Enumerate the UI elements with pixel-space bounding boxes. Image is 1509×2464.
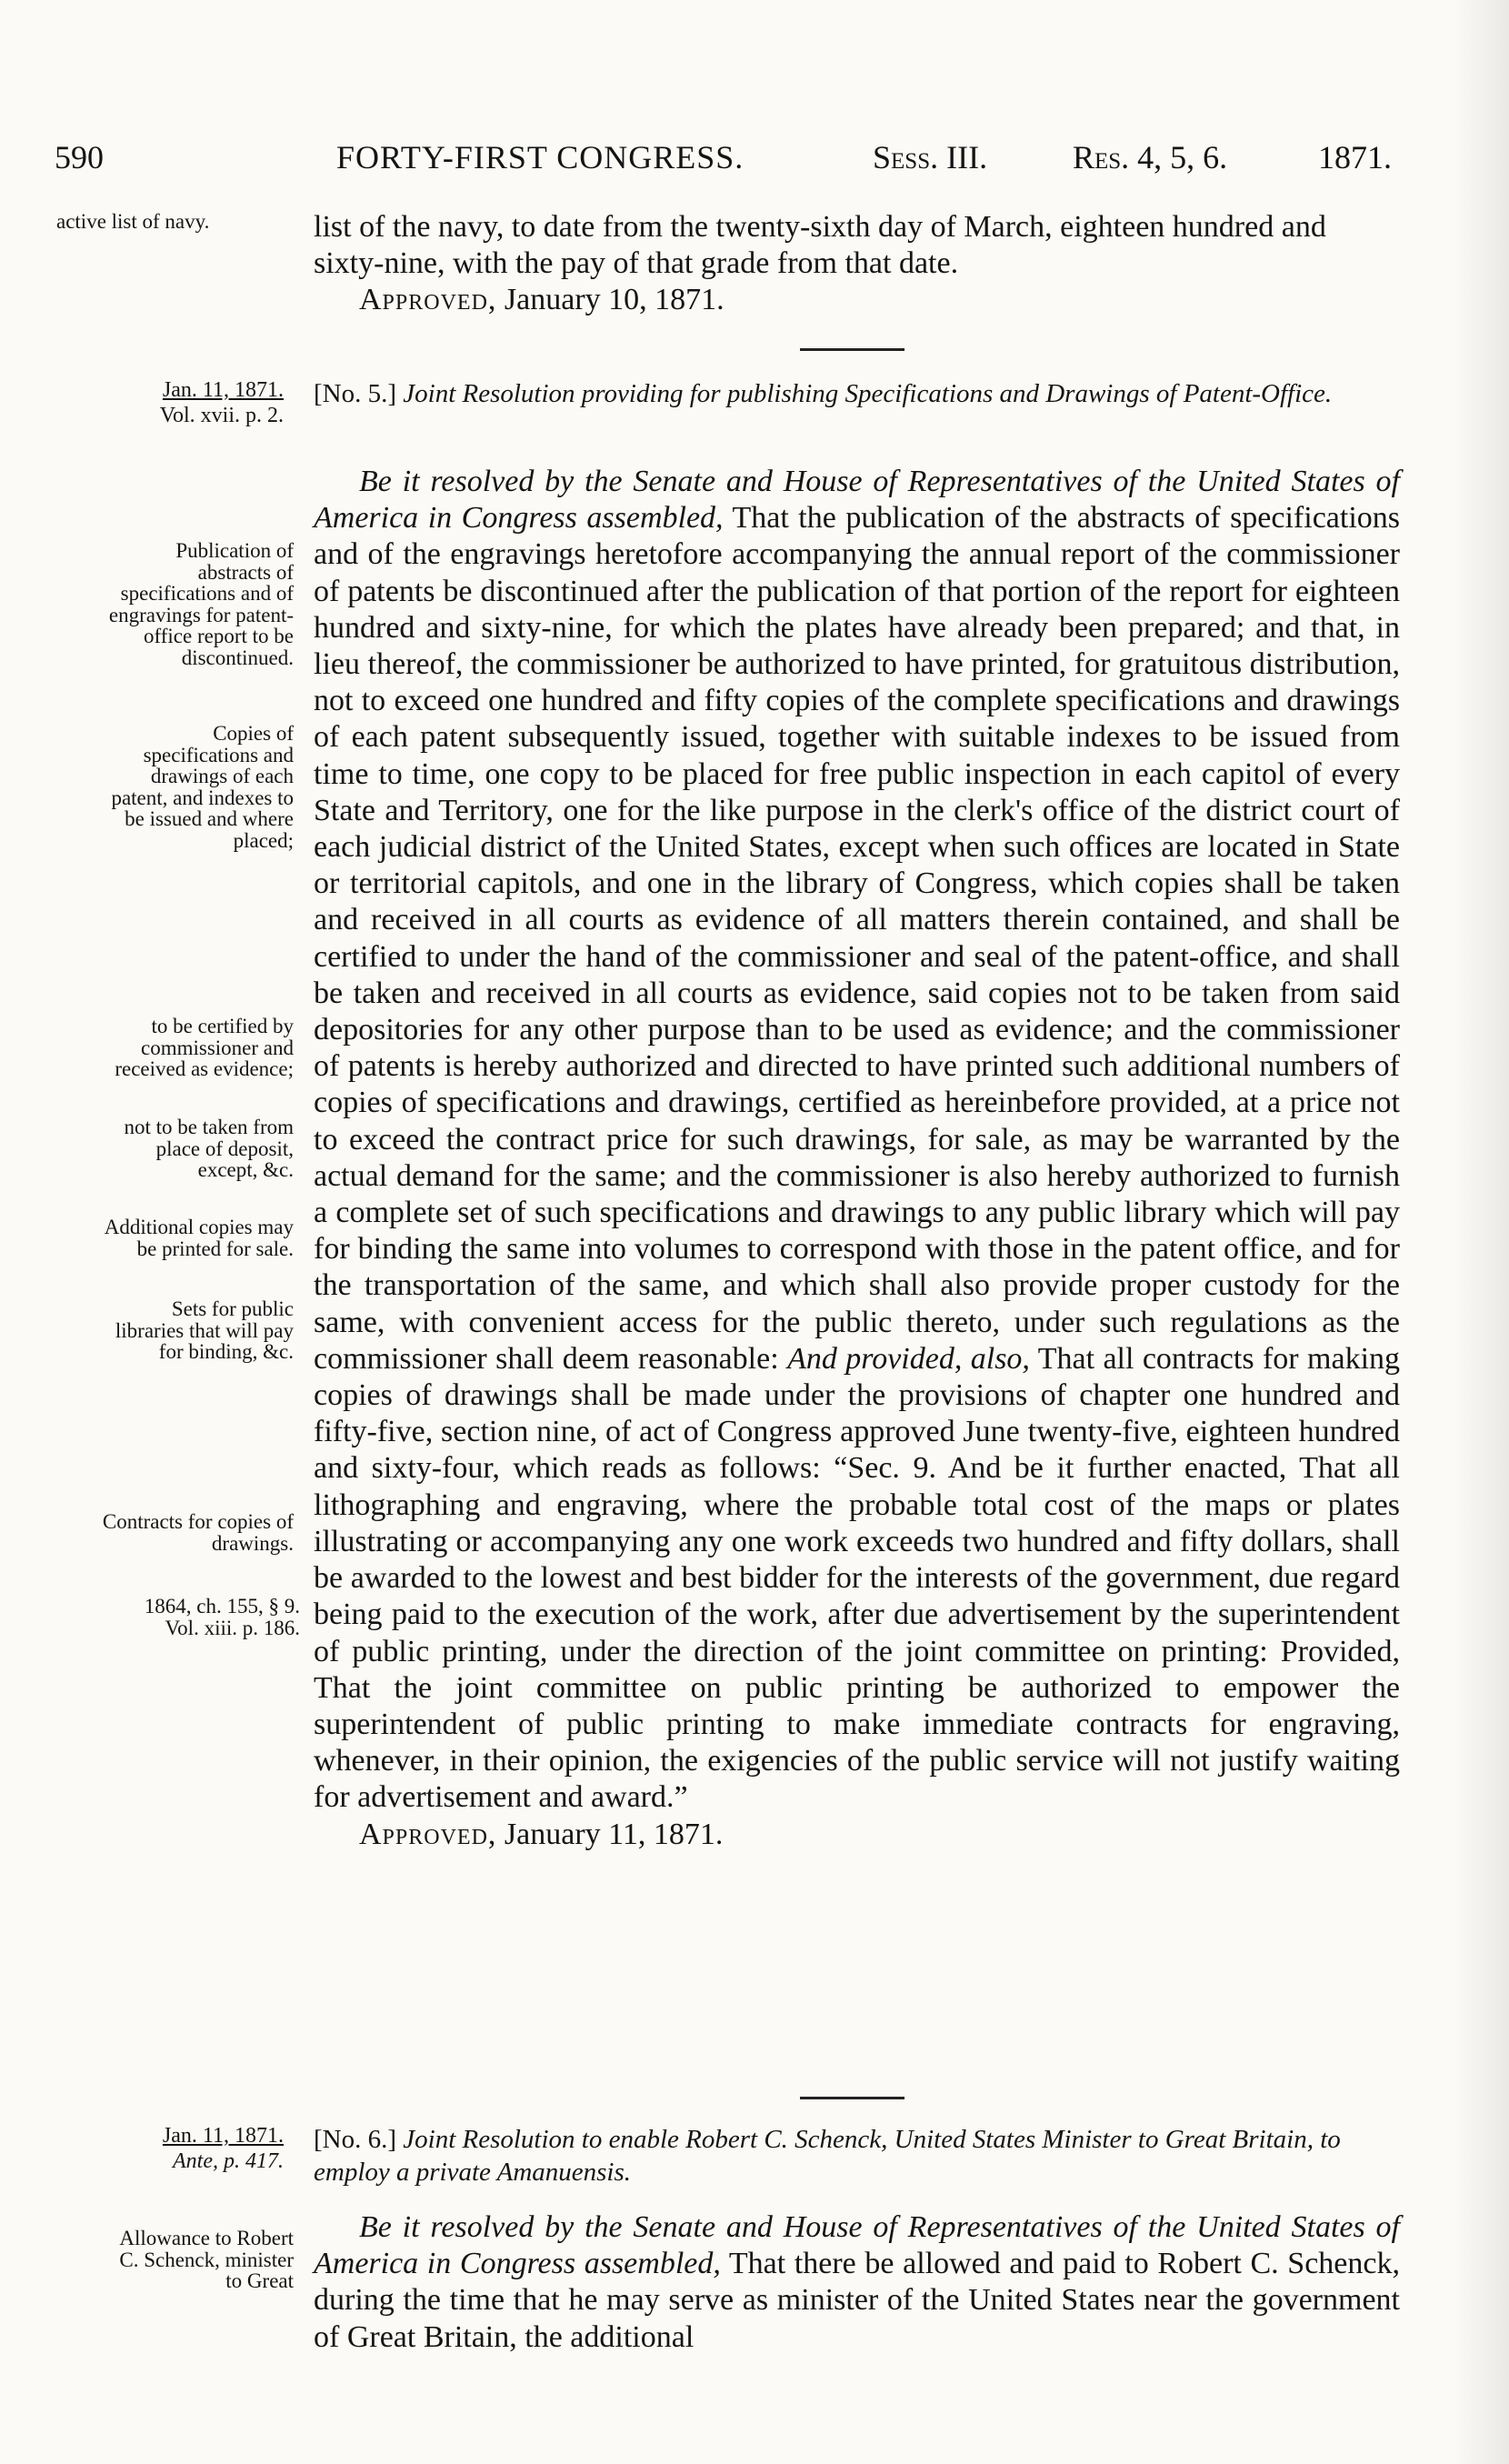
page-number: 590: [55, 139, 104, 175]
margin-note-copies: Copies of specifications and drawings of each patent, and indexes to be issued and where placed;: [111, 722, 294, 852]
section-rule: [800, 2097, 904, 2099]
res4-approved: [314, 282, 1400, 318]
res6-number: [No. 6.]: [314, 2125, 397, 2154]
congress-title: FORTY-FIRST CONGRESS.: [336, 139, 745, 175]
res5-date-note: [45, 377, 284, 428]
res6-ante-ref: Ante, p. 417.: [173, 2149, 284, 2173]
resolutions-label: Res. 4, 5, 6.: [1073, 139, 1228, 175]
approved-label: Approved,: [359, 283, 497, 317]
res5-proviso-italic: And provided, also,: [787, 1341, 1030, 1376]
res5-vol-ref: Vol. xvii. p. 2.: [159, 404, 284, 427]
res6-body: [314, 2209, 1400, 2356]
page-edge-shading: [1454, 0, 1509, 2464]
res5-number: [No. 5.]: [314, 379, 397, 408]
margin-note-contracts: Contracts for copies of drawings.: [102, 1510, 294, 1555]
res4-text: list of the navy, to date from the twenty-sixth day of March, eighteen hundred and sixty-nine, with the pay of that grade from that date.: [314, 210, 1326, 281]
res5-title: Joint Resolution providing for publishing Specifications and Drawings of Patent-Office.: [403, 379, 1333, 408]
res6-paragraph: [314, 2209, 1400, 2356]
res5-date: Jan. 11, 1871.: [162, 378, 284, 402]
approved-date: January 10, 1871.: [504, 283, 725, 317]
res6-heading: [314, 2123, 1400, 2189]
res5-approved: [314, 1817, 1400, 1853]
res5-body-text: That the publication of the abstracts of specifications and of the engravings heretofore accompanying the annual report of the commissioner of patents be discontinued after the publication of that portion of the report for eighteen hundred and sixty-nine, for which the plates have already been prepared; and that, in lieu thereof, the commissioner be authorized to have printed, for gratuitous distribution, not to exceed one hundred and fifty copies of the complete specifications and drawings of each patent subsequently issued, together with suitable indexes to be issued from time to time, one copy to be placed for free public inspection in each capitol of every State and Territory, one for the like purpose in the clerk's office of the district court of each judicial district of the United States, except when such offices are located in State or territorial capitols, and one in the library of Congress, which copies shall be taken and received in all courts as evidence of all matters therein contained, and shall be certified to under the hand of the commissioner and seal of the patent-office, and shall be taken and received in all courts as evidence, said copies not to be taken from said depositories for any other purpose than to be used as evidence; and the commissioner of patents is hereby authorized and directed to have printed such additional numbers of copies of specifications and drawings, certified as hereinbefore provided, at a price not to exceed the contract price for such drawings, for sale, as may be warranted by the actual demand for the same; and the commissioner is also hereby authorized to furnish a complete set of such specifications and drawings to any public library which will pay for binding the same into volumes to correspond with those in the patent office, and for the transportation of the same, and which shall also provide proper custody for the same, with convenient access for the public thereto, under such regulations as the commissioner shall deem reasonable:: [314, 501, 1401, 1376]
res6-title: Joint Resolution to enable Robert C. Schenck, United States Minister to Great Britain, to employ a private Amanuensis.: [314, 2125, 1341, 2187]
margin-note-sets: Sets for public libraries that will pay for binding, &c.: [115, 1297, 294, 1363]
res6-enacting-clause: Be it resolved by the Senate and House of Representatives of the United States of America in Congress assembled,: [314, 2210, 1400, 2281]
citation-vol-xiii: Vol. xiii. p. 186.: [165, 1616, 300, 1639]
margin-note-publication: Publication of abstracts of specifications and of engravings for patent-office report to be discontinued.: [108, 539, 294, 669]
res6-date: Jan. 11, 1871.: [162, 2124, 284, 2148]
session-label: Sess. III.: [873, 139, 988, 175]
margin-note-active-list: active list of navy.: [56, 210, 210, 233]
header-year: 1871.: [1318, 139, 1392, 175]
margin-note-allowance: Allowance to Robert C. Schenck, minister to Great: [119, 2227, 294, 2292]
res6-date-note: [45, 2123, 284, 2174]
section-rule: [800, 348, 904, 351]
res5-heading: [314, 377, 1400, 410]
margin-note-certified: to be certified by commissioner and received as evidence;: [115, 1015, 294, 1080]
approved-label: Approved,: [359, 1817, 497, 1851]
res5-enacting-clause: Be it resolved by the Senate and House of Representatives of the United States of America in Congress assembled,: [314, 465, 1400, 536]
res4-continuation: [314, 209, 1400, 319]
res5-paragraph: [314, 464, 1400, 1817]
citation-1864: 1864, ch. 155, § 9.: [144, 1595, 300, 1618]
res5-body: [314, 464, 1400, 1853]
running-header: [45, 136, 1391, 178]
margin-note-not-taken: not to be taken from place of deposit, except, &c.: [124, 1116, 294, 1181]
margin-note-citation: [55, 1596, 300, 1638]
res6-body-text: That there be allowed and paid to Robert C. Schenck, during the time that he may serve as minister of the United States near the government of Great Britain, the additional: [314, 2247, 1400, 2354]
margin-note-additional: Additional copies may be printed for sale.: [104, 1216, 294, 1260]
res5-proviso-text: That all contracts for making copies of drawings shall be made under the provisions of chapter one hundred and fifty-five, section nine, of act of Congress approved June twenty-five, eighteen hundred and sixty-four, which reads as follows: “Sec. 9. And be it further enacted, That all lithographing and engraving, where the probable total cost of the maps or plates illustrating or accompanying any one work exceeds two hundred and fifty dollars, shall be awarded to the lowest and best bidder for the interests of the government, due regard being paid to the execution of the work, after due advertisement by the superintendent of public printing, under the direction of the joint committee on printing: Provided, That the joint committee on public printing be authorized to empower the superintendent of public printing to make immediate contracts for engraving, whenever, in their opinion, the exigencies of the public service will not justify waiting for advertisement and award.”: [314, 1341, 1401, 1815]
approved-date: January 11, 1871.: [504, 1817, 724, 1851]
